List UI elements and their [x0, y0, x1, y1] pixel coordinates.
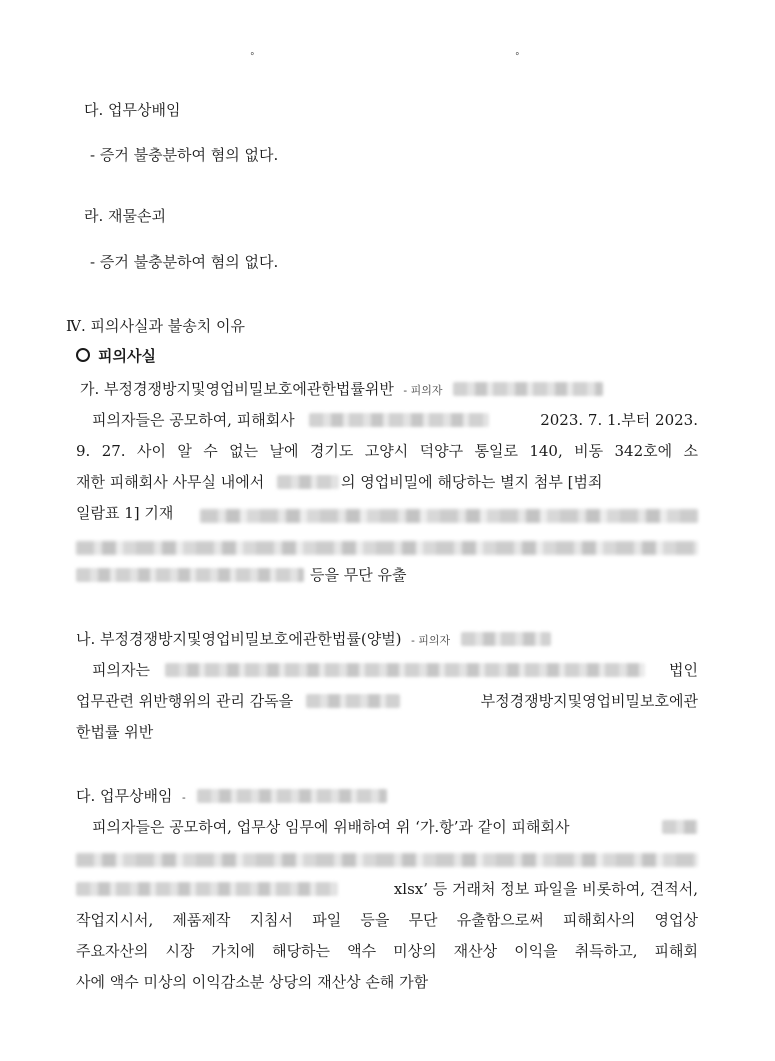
paragraph-line: 피의자들은 공모하여, 업무상 임무에 위배하여 위 ‘가.항’과 같이 피해회사 [92, 817, 698, 837]
redacted-block [76, 568, 304, 582]
section-heading-ra: 라. 재물손괴 [84, 207, 166, 225]
paragraph-line: 피의자는 법인 [92, 661, 698, 679]
paragraph-line: 업무관련 위반행위의 관리 감독을 부정경쟁방지및영업비밀보호에관 [76, 692, 698, 710]
redacted-block [306, 694, 400, 708]
item-heading-ga: 가. 부정경쟁방지및영업비밀보호에관한법률위반 - 피의자 [80, 379, 603, 401]
redacted-block [461, 632, 551, 646]
redacted-block [309, 413, 489, 427]
section-note: - 증거 불충분하여 혐의 없다. [90, 146, 279, 164]
paragraph-line: 피의자들은 공모하여, 피해회사 2023. 7. 1.부터 2023. [92, 411, 698, 429]
paragraph-line: 등을 무단 유출 [76, 565, 406, 585]
redacted-block [277, 475, 339, 489]
paragraph-line: 재한 피해회사 사무실 내에서 의 영업비밀에 해당하는 별지 첨부 [범죄 [76, 473, 603, 491]
paragraph-line: 일람표 1] 기재 [76, 504, 174, 522]
section-heading-da: 다. 업무상배임 [84, 101, 181, 119]
circle-bullet-icon [76, 348, 90, 362]
paragraph-line: 9. 27. 사이 알 수 없는 날에 경기도 고양시 덕양구 통일로 140, 비동 342호에 소 [76, 442, 698, 460]
redacted-block [165, 663, 645, 677]
chapter-title: Ⅳ. 피의사실과 불송치 이유 [66, 317, 245, 335]
paragraph-line: xlsx’ 등 거래처 정보 파일을 비롯하여, 견적서, [76, 879, 698, 899]
redacted-block [197, 789, 387, 803]
paragraph-line: 작업지시서, 제품제작 지침서 파일 등을 무단 유출함으로써 피해회사의 영업상 [76, 911, 698, 929]
redacted-block [662, 820, 698, 834]
section-note: - 증거 불충분하여 혐의 없다. [90, 253, 279, 271]
redacted-block [76, 541, 698, 555]
redacted-block [76, 853, 698, 867]
paragraph-line: 사에 액수 미상의 이익감소분 상당의 재산상 손해 가함 [76, 973, 429, 991]
mark-dot: ° [250, 52, 255, 62]
paragraph-line: 한법률 위반 [76, 723, 154, 741]
mark-dot: ° [515, 52, 520, 62]
redacted-block [76, 882, 338, 896]
redacted-block [200, 509, 698, 523]
redacted-block [453, 382, 603, 396]
item-heading-da: 다. 업무상배임 - [76, 786, 387, 808]
paragraph-line: 주요자산의 시장 가치에 해당하는 액수 미상의 재산상 이익을 취득하고, 피해회 [76, 942, 698, 960]
item-heading-na: 나. 부정경쟁방지및영업비밀보호에관한법률(양벌) - 피의자 [76, 629, 551, 651]
facts-label: 피의사실 [76, 346, 156, 366]
